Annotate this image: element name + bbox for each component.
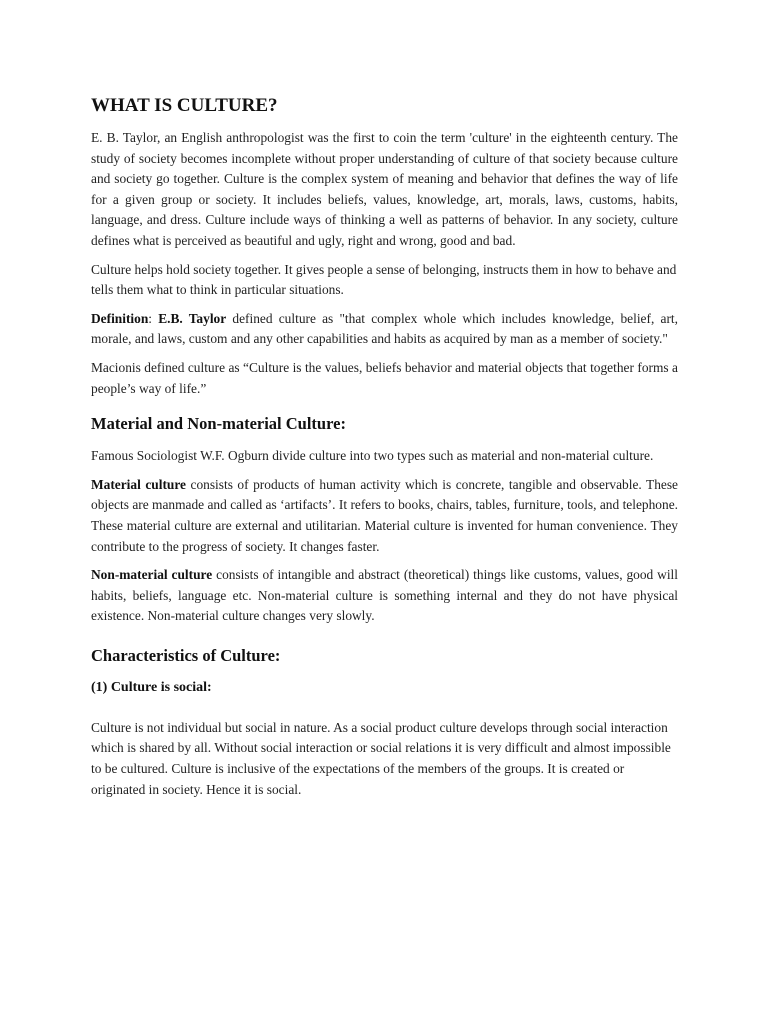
nonmaterial-culture-paragraph [91, 565, 678, 627]
macionis-paragraph: Macionis defined culture as “Culture is the values, beliefs behavior and material objects that together forms a people’s way of life.” [91, 359, 678, 396]
definition-label: Definition [91, 310, 149, 326]
definition-separator: : [148, 310, 159, 326]
intro-paragraph-1: E. B. Taylor, an English anthropologist was the first to coin the term 'culture' in the eighteenth century. The study of society becomes incomplete without proper understanding of culture of that society because culture and society go together. Culture is the complex system of meaning and behavior that defines the way of life for a given group or society. It includes beliefs, values, knowledge, art, morals, laws, customs, habits, language, and dress. Culture include ways of thinking a well as patterns of behavior. In any society, culture defines what is perceived as beautiful and ugly, right and wrong, good and bad. [91, 130, 678, 248]
intro-paragraph-2: Culture helps hold society together. It gives people a sense of belonging, instructs them in how to behave and tells them what to think in particular situations. [91, 261, 677, 298]
ogburn-paragraph: Famous Sociologist W.F. Ogburn divide culture into two types such as material and non-material culture. [91, 448, 654, 464]
page-title: WHAT IS CULTURE? [91, 95, 278, 116]
nonmaterial-culture-label: Non-material culture [91, 567, 213, 583]
nonmaterial-culture-text: consists of intangible and abstract (theoretical) things like customs, values, good will habits, beliefs, language etc. Non-material culture is something internal and they do not have physical existence. Non-material culture changes very slowly. [91, 567, 679, 624]
characteristics-section-heading: Characteristics of Culture: [91, 645, 281, 665]
material-section-heading: Material and Non-material Culture: [91, 414, 346, 434]
definition-text: defined culture as "that complex whole which includes knowledge, belief, art, morale, and laws, custom and any other capabilities and habits as acquired by man as a member of society." [91, 310, 678, 347]
definition-paragraph [91, 309, 678, 350]
culture-is-social-heading: (1) Culture is social: [91, 679, 212, 695]
material-culture-label: Material culture [91, 476, 186, 492]
culture-is-social-paragraph: Culture is not individual but social in nature. As a social product culture develops through social interaction which is shared by all. Without social interaction or social relations it is very difficult and almost impossible to be cultured. Culture is inclusive of the expectations of the members of the groups. It is created or originated in society. Hence it is social. [91, 719, 671, 797]
material-culture-paragraph [91, 475, 678, 557]
material-culture-text: consists of products of human activity which is concrete, tangible and observable. These objects are manmade and called as ‘artifacts’. It refers to books, chairs, tables, furniture, tools, and telephone. These material culture are external and utilitarian. Material culture is invented for human convenience. They contribute to the progress of society. It changes faster. [91, 476, 678, 554]
definition-author: E.B. Taylor [158, 310, 227, 326]
